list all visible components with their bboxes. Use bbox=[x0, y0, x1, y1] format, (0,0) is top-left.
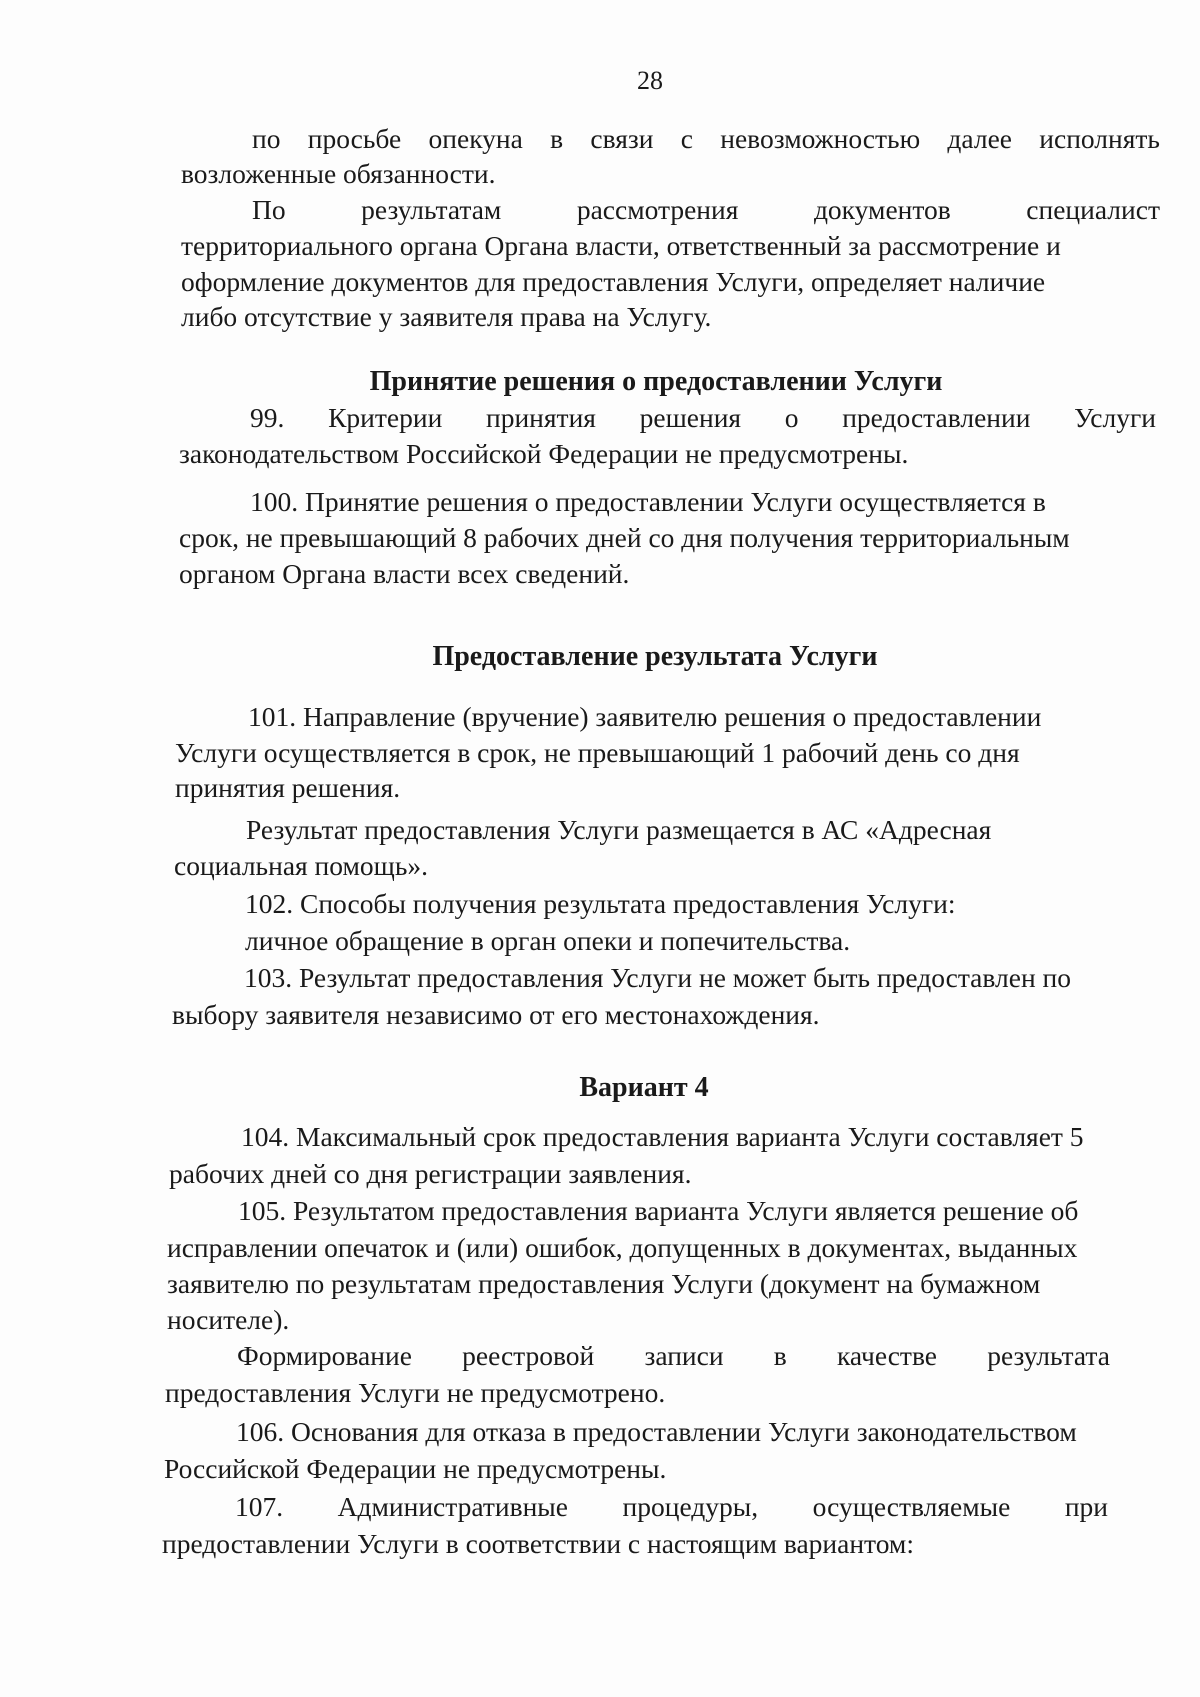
paragraph-line: законодательством Российской Федерации не предусмотрены. bbox=[179, 438, 909, 469]
paragraph-line: 107. Административные процедуры, осуществляемые при bbox=[235, 1491, 1108, 1522]
paragraph-line: Результат предоставления Услуги размещается в АС «Адресная bbox=[246, 814, 992, 845]
paragraph-line: 100. Принятие решения о предоставлении Услуги осуществляется в bbox=[250, 486, 1046, 517]
paragraph-line: территориального органа Органа власти, ответственный за рассмотрение и bbox=[181, 230, 1061, 261]
paragraph-line: носителе). bbox=[167, 1304, 290, 1335]
section-heading: Предоставление результата Услуги bbox=[432, 641, 878, 672]
paragraph-line: предоставлении Услуги в соответствии с настоящим вариантом: bbox=[162, 1528, 914, 1559]
paragraph-line: принятия решения. bbox=[175, 772, 401, 803]
paragraph-line: возложенные обязанности. bbox=[181, 158, 496, 189]
paragraph-line: 105. Результатом предоставления варианта Услуги является решение об bbox=[238, 1195, 1079, 1226]
paragraph-line: заявителю по результатам предоставления Услуги (документ на бумажном bbox=[167, 1268, 1041, 1299]
paragraph-line: рабочих дней со дня регистрации заявления. bbox=[169, 1158, 692, 1189]
paragraph-line: Формирование реестровой записи в качестве результата bbox=[237, 1340, 1110, 1371]
paragraph-line: органом Органа власти всех сведений. bbox=[179, 558, 630, 589]
paragraph-line: исправлении опечаток и (или) ошибок, допущенных в документах, выданных bbox=[167, 1232, 1078, 1263]
paragraph-line: предоставления Услуги не предусмотрено. bbox=[165, 1377, 666, 1408]
paragraph-line: оформление документов для предоставления Услуги, определяет наличие bbox=[181, 266, 1046, 297]
paragraph-line: 104. Максимальный срок предоставления варианта Услуги составляет 5 bbox=[241, 1121, 1084, 1152]
paragraph-line: по просьбе опекуна в связи с невозможностью далее исполнять bbox=[252, 123, 1160, 154]
section-heading: Принятие решения о предоставлении Услуги bbox=[369, 366, 943, 397]
paragraph-line: 101. Направление (вручение) заявителю решения о предоставлении bbox=[248, 701, 1042, 732]
paragraph-line: 102. Способы получения результата предоставления Услуги: bbox=[245, 888, 956, 919]
section-heading: Вариант 4 bbox=[579, 1072, 709, 1103]
paragraph-line: либо отсутствие у заявителя права на Услугу. bbox=[181, 301, 712, 332]
page-number: 28 bbox=[637, 66, 663, 95]
paragraph-line: Услуги осуществляется в срок, не превышающий 1 рабочий день со дня bbox=[175, 737, 1020, 768]
paragraph-line: 99. Критерии принятия решения о предоставлении Услуги bbox=[250, 402, 1156, 433]
paragraph-line: личное обращение в орган опеки и попечительства. bbox=[245, 925, 851, 956]
paragraph-line: 106. Основания для отказа в предоставлении Услуги законодательством bbox=[236, 1416, 1077, 1447]
paragraph-line: социальная помощь». bbox=[174, 850, 428, 881]
paragraph-line: 103. Результат предоставления Услуги не может быть предоставлен по bbox=[244, 962, 1072, 993]
paragraph-line: Российской Федерации не предусмотрены. bbox=[164, 1453, 667, 1484]
paragraph-line: выбору заявителя независимо от его местонахождения. bbox=[172, 999, 820, 1030]
paragraph-line: срок, не превышающий 8 рабочих дней со дня получения территориальным bbox=[179, 522, 1070, 553]
paragraph-line: По результатам рассмотрения документов специалист bbox=[252, 194, 1160, 225]
